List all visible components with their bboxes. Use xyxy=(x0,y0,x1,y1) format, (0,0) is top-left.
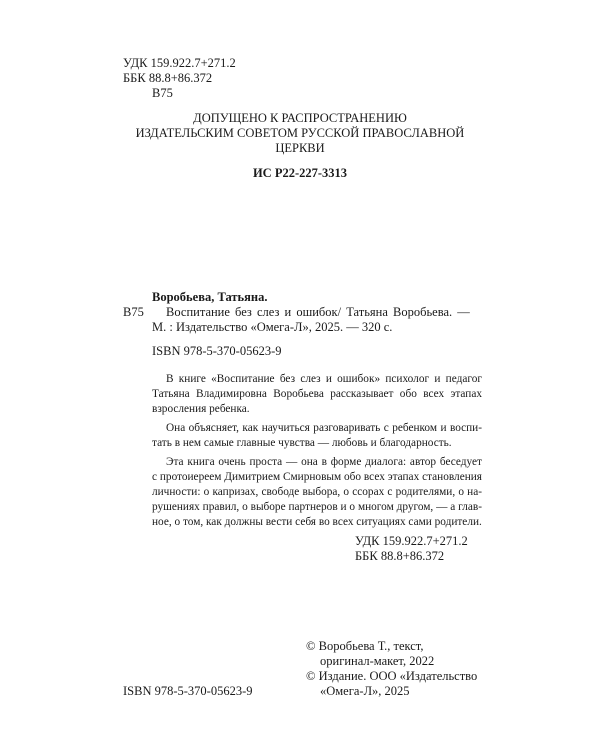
copyright-line-1: © Воробьева Т., текст, xyxy=(306,639,424,653)
approval-line-1: ДОПУЩЕНО К РАСПРОСТРАНЕНИЮ xyxy=(193,111,407,125)
annotation-p3-line-5: ное, о том, как должны вести себя во всех ситуациях сами родители. xyxy=(152,516,482,528)
bbk-code-repeat: ББК 88.8+86.372 xyxy=(355,549,445,563)
copyright-line-3: © Издание. ООО «Издательство xyxy=(306,669,478,683)
record-author: Воробьева, Татьяна. xyxy=(152,290,268,304)
annotation-p1-line-1: В книге «Воспитание без слез и ошибок» психолог и педагог xyxy=(166,373,482,385)
annotation-p3-line-4: рушениях правил, о выборе партнеров и о многом другом, — а глав- xyxy=(152,501,482,513)
annotation-p3-line-2: с протоиереем Димитрием Смирновым обо всех этапах становления xyxy=(152,471,482,483)
annotation-p1-line-2: Татьяна Владимировна Воробьева рассказывает обо всех этапах xyxy=(152,388,482,400)
udk-code: УДК 159.922.7+271.2 xyxy=(123,56,236,70)
approval-number: ИС Р22-227-3313 xyxy=(252,166,348,180)
record-title-line-1: Воспитание без слез и ошибок/ Татьяна Воробьева. — xyxy=(166,305,470,319)
record-code: В75 xyxy=(123,305,144,319)
record-isbn: ISBN 978-5-370-05623-9 xyxy=(152,344,282,358)
approval-line-3: ЦЕРКВИ xyxy=(275,141,325,155)
annotation-p3-line-3: личности: о капризах, свободе выбора, о ссорах с родителями, о на- xyxy=(152,486,482,498)
copyright-line-4: «Омега-Л», 2025 xyxy=(320,684,410,698)
footer-isbn: ISBN 978-5-370-05623-9 xyxy=(123,684,253,698)
annotation-p1-line-3: взросления ребенка. xyxy=(152,403,250,415)
annotation-p2-line-2: тать в нем самые главные чувства — любовь и благодарность. xyxy=(152,437,452,449)
annotation-p3-line-1: Эта книга очень проста — она в форме диалога: автор беседует xyxy=(166,456,482,468)
copyright-line-2: оригинал-макет, 2022 xyxy=(320,654,435,668)
author-mark: В75 xyxy=(152,86,173,100)
bbk-code: ББК 88.8+86.372 xyxy=(123,71,213,85)
annotation-p2-line-1: Она объясняет, как научиться разговаривать с ребенком и воспи- xyxy=(166,422,482,434)
approval-line-2: ИЗДАТЕЛЬСКИМ СОВЕТОМ РУССКОЙ ПРАВОСЛАВНОЙ xyxy=(135,126,465,140)
record-title-line-2: М. : Издательство «Омега-Л», 2025. — 320 с. xyxy=(152,320,393,334)
udk-code-repeat: УДК 159.922.7+271.2 xyxy=(355,534,468,548)
